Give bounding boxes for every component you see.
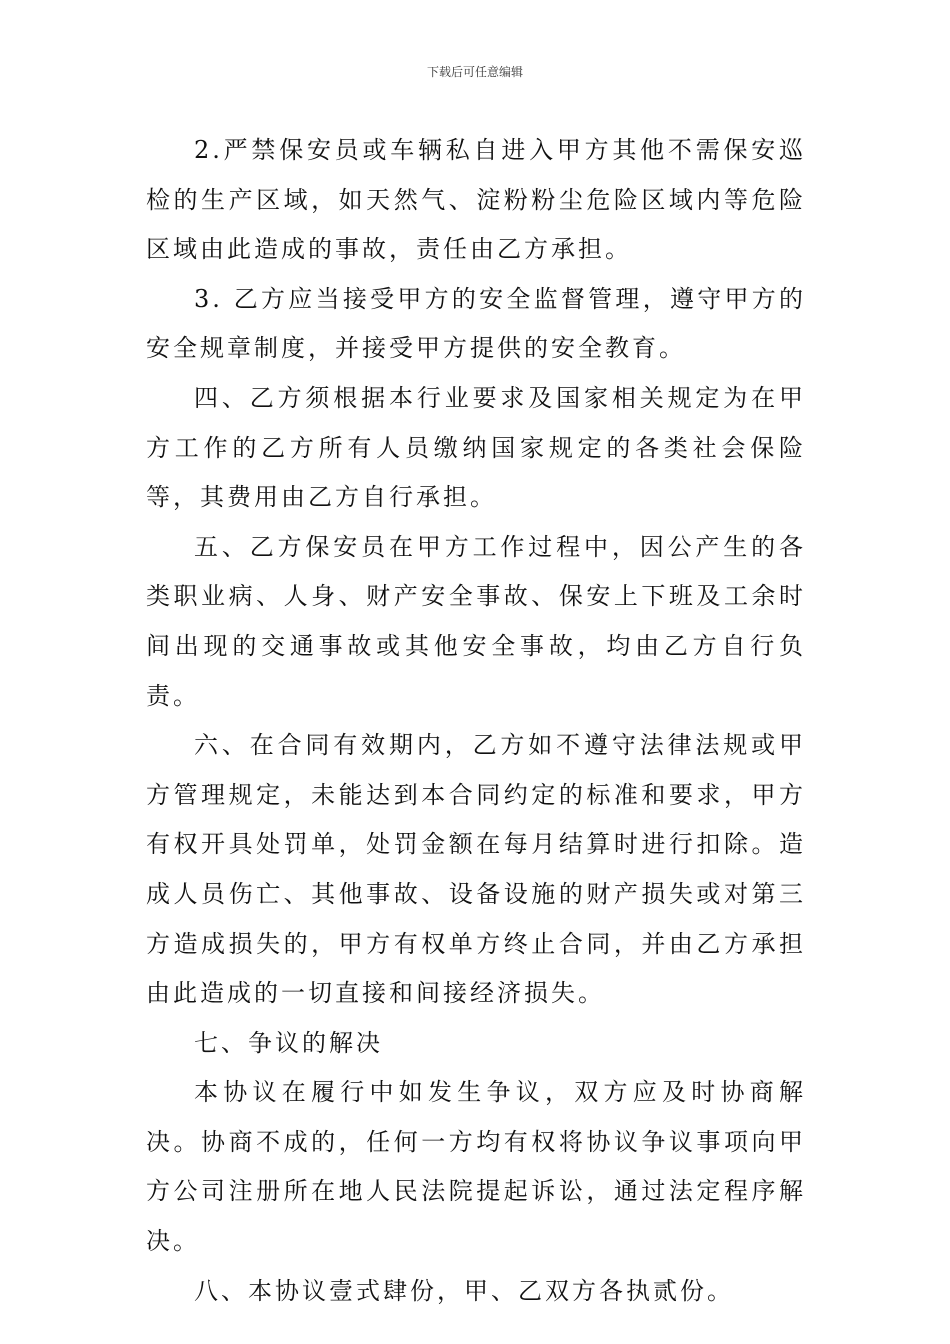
page-header-note: 下载后可任意编辑 [426, 65, 523, 79]
document-body [146, 126, 806, 1316]
paragraph-section-6: 六、在合同有效期内，乙方如不遵守法律法规或甲方管理规定，未能达到本合同约定的标准和要求，甲方有权开具处罚单，处罚金额在每月结算时进行扣除。造成人员伤亡、其他事故、设备设施的财产损失或对第三方造成损失的，甲方有权单方终止合同，并由乙方承担由此造成的一切直接和间接经济损失。 [146, 731, 806, 1008]
paragraph-clause-2: 2.严禁保安员或车辆私自进入甲方其他不需保安巡检的生产区域，如天然气、淀粉粉尘危险区域内等危险区域由此造成的事故，责任由乙方承担。 [146, 136, 806, 264]
paragraph-section-4: 四、乙方须根据本行业要求及国家相关规定为在甲方工作的乙方所有人员缴纳国家规定的各类社会保险等，其费用由乙方自行承担。 [146, 383, 806, 512]
paragraph-section-8: 八、本协议壹式肆份，甲、乙双方各执贰份。 [194, 1276, 734, 1305]
paragraph-dispute-resolution: 本协议在履行中如发生争议，双方应及时协商解决。协商不成的，任何一方均有权将协议争议事项向甲方公司注册所在地人民法院提起诉讼，通过法定程序解决。 [146, 1078, 806, 1256]
paragraph-section-5: 五、乙方保安员在甲方工作过程中，因公产生的各类职业病、人身、财产安全事故、保安上下班及工余时间出现的交通事故或其他安全事故，均由乙方自行负责。 [146, 532, 806, 710]
section-heading-7: 七、争议的解决 [194, 1028, 383, 1057]
paragraph-clause-3: 3. 乙方应当接受甲方的安全监督管理，遵守甲方的安全规章制度，并接受甲方提供的安全教育。 [146, 284, 806, 363]
